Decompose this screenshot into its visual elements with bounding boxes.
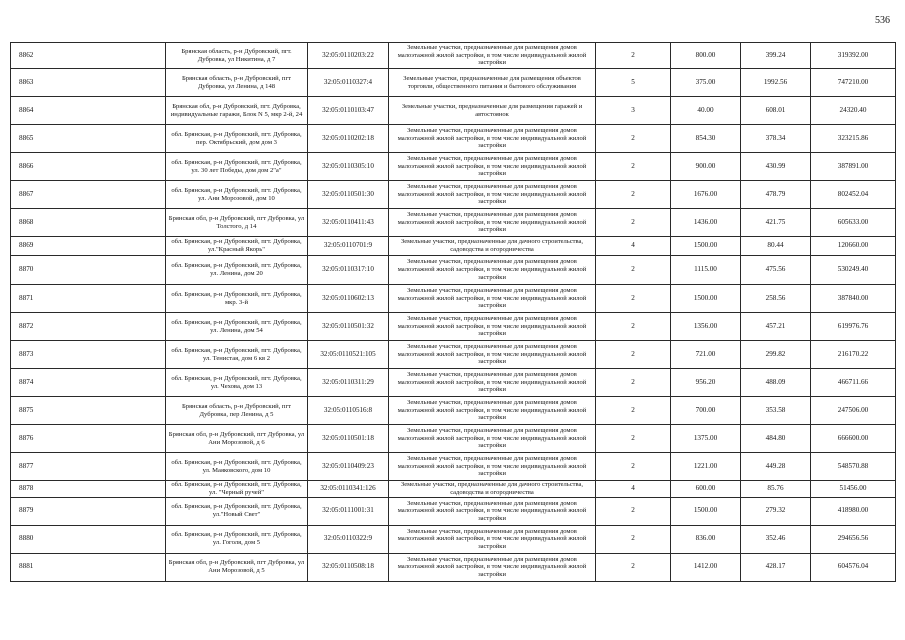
- cell-area: 40.00: [671, 97, 741, 125]
- cell-group: 2: [596, 553, 671, 581]
- page-number: 536: [875, 15, 890, 26]
- table-row: [11, 481, 896, 498]
- cell-address: Брянская обл, р-н Дубровский, пгт Дубровка, ул Ани Морозовой, д 6: [166, 425, 308, 453]
- cell-value: 747210.00: [811, 69, 896, 97]
- cell-cadastral-number: 32:05:0110202:18: [308, 125, 389, 153]
- cell-address: Брянская область, р-н Дубровский, пгт. Дубровка, ул Никитина, д 7: [166, 43, 308, 69]
- cell-land-category: Земельные участки, предназначенные для размещения домов малоэтажной жилой застройки, в том числе индивидуальной жилой застройки: [389, 341, 596, 369]
- cell-price: 378.34: [741, 125, 811, 153]
- cell-group: 2: [596, 43, 671, 69]
- cell-value: 387840.00: [811, 285, 896, 313]
- cell-cadastral-number: 32:05:0110701:9: [308, 237, 389, 256]
- cell-price: 299.82: [741, 341, 811, 369]
- cell-price: 352.46: [741, 525, 811, 553]
- cell-value: 666600.00: [811, 425, 896, 453]
- cell-cadastral-number: 32:05:0110327:4: [308, 69, 389, 97]
- cell-price: 457.21: [741, 313, 811, 341]
- cell-value: 120660.00: [811, 237, 896, 256]
- cell-address: Брянская обл, р-н Дубровский, пгт. Дубровка, индивидуальные гаражи, Блок N 5, мкр 2-й, 24: [166, 97, 308, 125]
- cell-price: 421.75: [741, 209, 811, 237]
- cell-land-category: Земельные участки, предназначенные для размещения домов малоэтажной жилой застройки, в том числе индивидуальной жилой застройки: [389, 525, 596, 553]
- cell-cadastral-number: 32:05:0110521:105: [308, 341, 389, 369]
- cell-price: 484.80: [741, 425, 811, 453]
- cell-address: обл. Брянская, р-н Дубровский, пгт. Дубровка, мкр. 3-й: [166, 285, 308, 313]
- cell-land-category: Земельные участки, предназначенные для размещения домов малоэтажной жилой застройки, в том числе индивидуальной жилой застройки: [389, 256, 596, 285]
- cell-area: 854.30: [671, 125, 741, 153]
- cell-value: 619976.76: [811, 313, 896, 341]
- cell-price: 475.56: [741, 256, 811, 285]
- cell-address: Брянская область, р-н Дубровский, пгт Дубровка, ул Ленина, д 148: [166, 69, 308, 97]
- cell-area: 1500.00: [671, 237, 741, 256]
- cell-price: 428.17: [741, 553, 811, 581]
- cell-group: 5: [596, 69, 671, 97]
- cell-group: 2: [596, 525, 671, 553]
- cell-cadastral-number: 32:05:0110501:30: [308, 181, 389, 209]
- cell-area: 1500.00: [671, 497, 741, 525]
- cell-price: 80.44: [741, 237, 811, 256]
- table-row: [11, 209, 896, 237]
- cell-land-category: Земельные участки, предназначенные для размещения домов малоэтажной жилой застройки, в том числе индивидуальной жилой застройки: [389, 397, 596, 425]
- cell-number: 8873: [11, 341, 166, 369]
- cell-number: 8879: [11, 497, 166, 525]
- cell-address: обл. Брянская, р-н Дубровский, пгт. Дубровка, ул. "Черный ручей": [166, 481, 308, 498]
- cell-price: 1992.56: [741, 69, 811, 97]
- cell-price: 353.58: [741, 397, 811, 425]
- cell-number: 8868: [11, 209, 166, 237]
- cell-area: 375.00: [671, 69, 741, 97]
- cell-group: 2: [596, 209, 671, 237]
- cell-address: обл. Брянская, р-н Дубровский, пгт. Дубровка, ул."Новый Свет": [166, 497, 308, 525]
- cell-address: Брянская область, р-н Дубровский, пгт Дубровка, пер Ленина, д 5: [166, 397, 308, 425]
- cell-area: 1375.00: [671, 425, 741, 453]
- cell-group: 2: [596, 285, 671, 313]
- cell-cadastral-number: 32:05:0110411:43: [308, 209, 389, 237]
- cell-number: 8869: [11, 237, 166, 256]
- table-row: [11, 256, 896, 285]
- land-registry-table: [10, 42, 896, 582]
- cell-number: 8872: [11, 313, 166, 341]
- cell-price: 478.79: [741, 181, 811, 209]
- cell-area: 1221.00: [671, 453, 741, 481]
- cell-value: 294656.56: [811, 525, 896, 553]
- cell-address: обл. Брянская, р-н Дубровский, пгт. Дубровка, ул. Ленина, дом 54: [166, 313, 308, 341]
- cell-area: 1115.00: [671, 256, 741, 285]
- cell-cadastral-number: 32:05:0110203:22: [308, 43, 389, 69]
- cell-land-category: Земельные участки, предназначенные для размещения домов малоэтажной жилой застройки, в том числе индивидуальной жилой застройки: [389, 153, 596, 181]
- cell-value: 605633.00: [811, 209, 896, 237]
- table-body: [11, 43, 896, 582]
- cell-price: 85.76: [741, 481, 811, 498]
- cell-address: обл. Брянская, р-н Дубровский, пгт. Дубровка, ул. Маяковского, дом 10: [166, 453, 308, 481]
- cell-value: 604576.04: [811, 553, 896, 581]
- cell-price: 279.32: [741, 497, 811, 525]
- cell-land-category: Земельные участки, предназначенные для размещения объектов торговли, общественного питания и бытового обслуживания: [389, 69, 596, 97]
- cell-value: 802452.04: [811, 181, 896, 209]
- cell-cadastral-number: 32:05:0110305:10: [308, 153, 389, 181]
- table-row: [11, 97, 896, 125]
- cell-address: обл. Брянская, р-н Дубровский, пгт. Дубровка, пер. Октябрьский, дом дом 3: [166, 125, 308, 153]
- cell-land-category: Земельные участки, предназначенные для размещения домов малоэтажной жилой застройки, в том числе индивидуальной жилой застройки: [389, 285, 596, 313]
- cell-cadastral-number: 32:05:0110322:9: [308, 525, 389, 553]
- cell-cadastral-number: 32:05:0110516:8: [308, 397, 389, 425]
- cell-cadastral-number: 32:05:0110317:10: [308, 256, 389, 285]
- cell-number: 8871: [11, 285, 166, 313]
- table-row: [11, 313, 896, 341]
- cell-area: 956.20: [671, 369, 741, 397]
- cell-area: 700.00: [671, 397, 741, 425]
- cell-cadastral-number: 32:05:0110311:29: [308, 369, 389, 397]
- cell-land-category: Земельные участки, предназначенные для размещения домов малоэтажной жилой застройки, в том числе индивидуальной жилой застройки: [389, 43, 596, 69]
- cell-value: 51456.00: [811, 481, 896, 498]
- cell-number: 8877: [11, 453, 166, 481]
- cell-group: 2: [596, 181, 671, 209]
- cell-land-category: Земельные участки, предназначенные для размещения домов малоэтажной жилой застройки, в том числе индивидуальной жилой застройки: [389, 181, 596, 209]
- cell-area: 800.00: [671, 43, 741, 69]
- cell-group: 2: [596, 125, 671, 153]
- table-row: [11, 453, 896, 481]
- cell-address: обл. Брянская, р-н Дубровский, пгт. Дубровка, ул. Чехова, дом 13: [166, 369, 308, 397]
- table-row: [11, 341, 896, 369]
- cell-address: обл. Брянская, р-н Дубровский, пгт. Дубровка, ул."Красный Якорь": [166, 237, 308, 256]
- cell-price: 608.01: [741, 97, 811, 125]
- cell-cadastral-number: 32:05:0110508:18: [308, 553, 389, 581]
- cell-group: 4: [596, 481, 671, 498]
- cell-address: обл. Брянская, р-н Дубровский, пгт. Дубровка, ул. Ани Морозовой, дом 10: [166, 181, 308, 209]
- cell-cadastral-number: 32:05:0110103:47: [308, 97, 389, 125]
- cell-number: 8863: [11, 69, 166, 97]
- cell-number: 8876: [11, 425, 166, 453]
- cell-value: 247506.00: [811, 397, 896, 425]
- table-row: [11, 369, 896, 397]
- cell-value: 387891.00: [811, 153, 896, 181]
- cell-value: 323215.86: [811, 125, 896, 153]
- cell-cadastral-number: 32:05:0110409:23: [308, 453, 389, 481]
- cell-group: 2: [596, 153, 671, 181]
- cell-number: 8870: [11, 256, 166, 285]
- cell-cadastral-number: 32:05:0110501:18: [308, 425, 389, 453]
- cell-cadastral-number: 32:05:0111001:31: [308, 497, 389, 525]
- table-row: [11, 553, 896, 581]
- cell-group: 2: [596, 313, 671, 341]
- cell-land-category: Земельные участки, предназначенные для размещения домов малоэтажной жилой застройки, в том числе индивидуальной жилой застройки: [389, 497, 596, 525]
- cell-value: 216170.22: [811, 341, 896, 369]
- cell-group: 2: [596, 425, 671, 453]
- cell-group: 2: [596, 341, 671, 369]
- cell-land-category: Земельные участки, предназначенные для размещения домов малоэтажной жилой застройки, в том числе индивидуальной жилой застройки: [389, 125, 596, 153]
- cell-value: 319392.00: [811, 43, 896, 69]
- cell-cadastral-number: 32:05:0110602:13: [308, 285, 389, 313]
- cell-group: 2: [596, 397, 671, 425]
- cell-area: 1356.00: [671, 313, 741, 341]
- cell-land-category: Земельные участки, предназначенные для дачного строительства, садоводства и огородничества: [389, 481, 596, 498]
- cell-price: 399.24: [741, 43, 811, 69]
- cell-cadastral-number: 32:05:0110501:32: [308, 313, 389, 341]
- table-row: [11, 69, 896, 97]
- table-row: [11, 43, 896, 69]
- cell-area: 1412.00: [671, 553, 741, 581]
- table-row: [11, 153, 896, 181]
- cell-land-category: Земельные участки, предназначенные для размещения домов малоэтажной жилой застройки, в том числе индивидуальной жилой застройки: [389, 369, 596, 397]
- table-row: [11, 425, 896, 453]
- cell-price: 258.56: [741, 285, 811, 313]
- cell-number: 8874: [11, 369, 166, 397]
- cell-area: 1676.00: [671, 181, 741, 209]
- cell-number: 8878: [11, 481, 166, 498]
- cell-group: 4: [596, 237, 671, 256]
- cell-number: 8881: [11, 553, 166, 581]
- cell-group: 3: [596, 97, 671, 125]
- cell-land-category: Земельные участки, предназначенные для размещения домов малоэтажной жилой застройки, в том числе индивидуальной жилой застройки: [389, 425, 596, 453]
- cell-address: Брянская обл, р-н Дубровский, пгт Дубровка, ул Ани Морозовой, д 5: [166, 553, 308, 581]
- cell-land-category: Земельные участки, предназначенные для размещения домов малоэтажной жилой застройки, в том числе индивидуальной жилой застройки: [389, 553, 596, 581]
- cell-land-category: Земельные участки, предназначенные для размещения домов малоэтажной жилой застройки, в том числе индивидуальной жилой застройки: [389, 209, 596, 237]
- cell-number: 8880: [11, 525, 166, 553]
- cell-number: 8862: [11, 43, 166, 69]
- cell-price: 449.28: [741, 453, 811, 481]
- cell-number: 8875: [11, 397, 166, 425]
- cell-group: 2: [596, 256, 671, 285]
- cell-area: 1436.00: [671, 209, 741, 237]
- table-row: [11, 497, 896, 525]
- cell-area: 900.00: [671, 153, 741, 181]
- cell-land-category: Земельные участки, предназначенные для дачного строительства, садоводства и огородничества: [389, 237, 596, 256]
- cell-land-category: Земельные участки, предназначенные для размещения домов малоэтажной жилой застройки, в том числе индивидуальной жилой застройки: [389, 453, 596, 481]
- cell-value: 466711.66: [811, 369, 896, 397]
- cell-number: 8867: [11, 181, 166, 209]
- cell-address: обл. Брянская, р-н Дубровский, пгт. Дубровка, ул. Тенистая, дом 6 кв 2: [166, 341, 308, 369]
- cell-price: 488.09: [741, 369, 811, 397]
- table-row: [11, 525, 896, 553]
- cell-address: обл. Брянская, р-н Дубровский, пгт. Дубровка, ул. Ленина, дом 20: [166, 256, 308, 285]
- cell-number: 8866: [11, 153, 166, 181]
- cell-area: 600.00: [671, 481, 741, 498]
- cell-land-category: Земельные участки, предназначенные для размещения гаражей и автостоянок: [389, 97, 596, 125]
- table-row: [11, 397, 896, 425]
- cell-address: обл. Брянская, р-н Дубровский, пгт. Дубровка, ул. 30 лет Победы, дом дом 2"а": [166, 153, 308, 181]
- cell-value: 530249.40: [811, 256, 896, 285]
- cell-price: 430.99: [741, 153, 811, 181]
- cell-number: 8865: [11, 125, 166, 153]
- cell-value: 418980.00: [811, 497, 896, 525]
- cell-number: 8864: [11, 97, 166, 125]
- table-row: [11, 181, 896, 209]
- cell-group: 2: [596, 497, 671, 525]
- cell-area: 836.00: [671, 525, 741, 553]
- cell-area: 721.00: [671, 341, 741, 369]
- cell-value: 548570.88: [811, 453, 896, 481]
- cell-value: 24320.40: [811, 97, 896, 125]
- table-row: [11, 285, 896, 313]
- table-row: [11, 237, 896, 256]
- cell-address: Брянская обл, р-н Дубровский, пгт Дубровка, ул Толстого, д 14: [166, 209, 308, 237]
- cell-area: 1500.00: [671, 285, 741, 313]
- cell-group: 2: [596, 369, 671, 397]
- cell-cadastral-number: 32:05:0110341:126: [308, 481, 389, 498]
- cell-address: обл. Брянская, р-н Дубровский, пгт. Дубровка, ул. Гоголя, дом 5: [166, 525, 308, 553]
- cell-group: 2: [596, 453, 671, 481]
- cell-land-category: Земельные участки, предназначенные для размещения домов малоэтажной жилой застройки, в том числе индивидуальной жилой застройки: [389, 313, 596, 341]
- table-row: [11, 125, 896, 153]
